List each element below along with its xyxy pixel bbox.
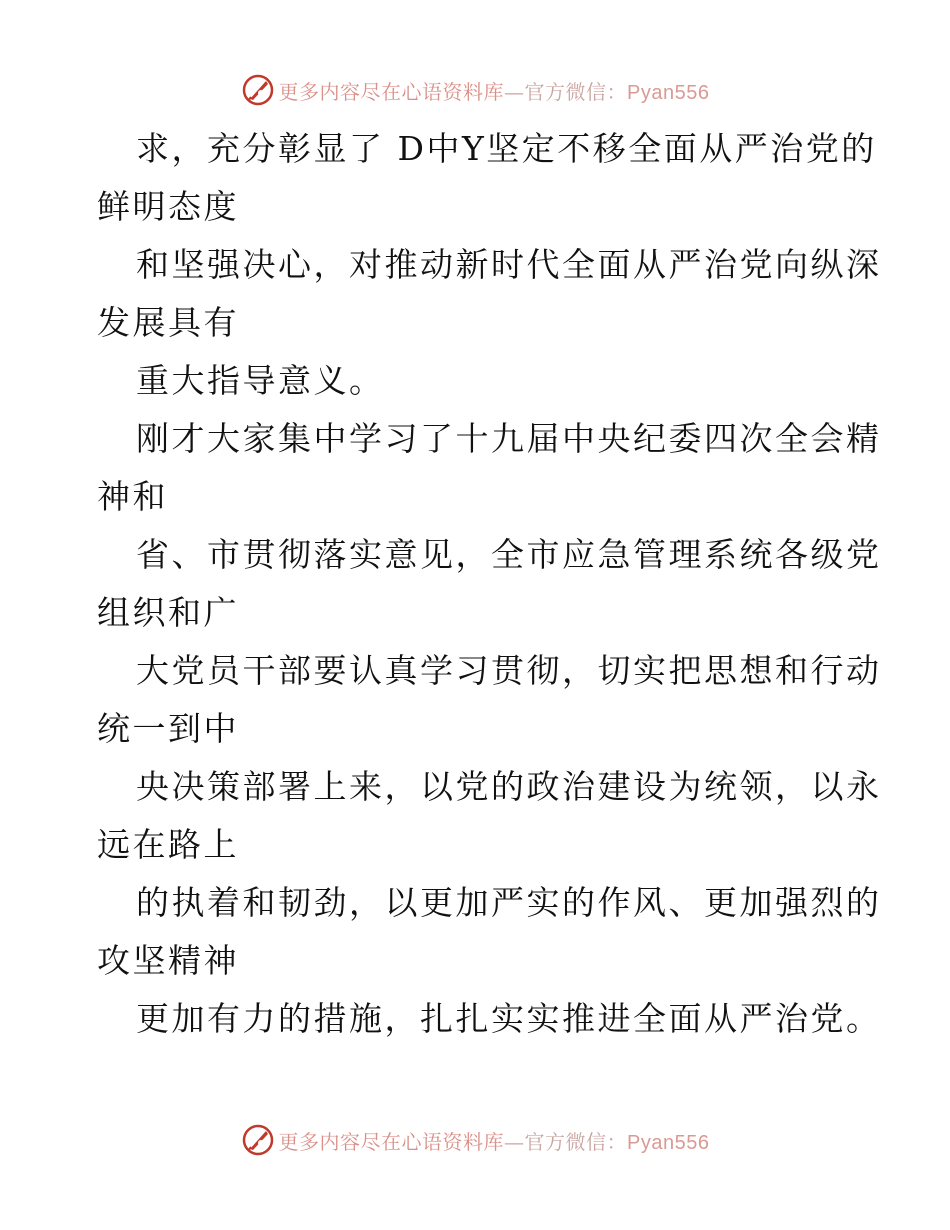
footer-watermark-text: [279, 1126, 710, 1155]
footer-wechat-id: Pyan556: [627, 1131, 710, 1154]
text-line: 和坚强决心，对推动新时代全面从严治党向纵深: [136, 245, 882, 284]
text-line: 重大指导意义。: [136, 361, 385, 400]
text-line: 央决策部署上来，以党的政治建设为统领，以永: [136, 767, 882, 806]
text-line: 攻坚精神: [97, 941, 239, 980]
text-line: 刚才大家集中学习了十九届中央纪委四次全会精: [136, 419, 882, 458]
text-line: 求，充分彰显了 D中Y坚定不移全面从严治党的: [136, 129, 877, 168]
text-line: 的执着和韧劲，以更加严实的作风、更加强烈的: [136, 883, 882, 922]
header-watermark: [0, 70, 950, 110]
header-wechat-label: 官方微信：: [524, 79, 628, 104]
text-line: 鲜明态度: [97, 187, 239, 226]
text-line: 更加有力的措施，扎扎实实推进全面从严治党。: [136, 999, 882, 1038]
quill-pen-logo-icon: [241, 73, 275, 107]
text-line: 神和: [97, 477, 168, 516]
footer-wechat-label: 官方微信：: [524, 1129, 628, 1154]
document-body: [97, 120, 882, 1048]
quill-pen-logo-icon: [241, 1123, 275, 1157]
text-line: 省、市贯彻落实意见，全市应急管理系统各级党: [136, 535, 882, 574]
header-dash: —: [504, 79, 525, 104]
text-line: 统一到中: [97, 709, 239, 748]
footer-dash: —: [504, 1129, 525, 1154]
header-wechat-id: Pyan556: [627, 81, 710, 104]
footer-brand: 更多内容尽在心语资料库: [278, 1129, 505, 1154]
header-brand: 更多内容尽在心语资料库: [278, 79, 505, 104]
text-line: 远在路上: [97, 825, 239, 864]
text-line: 发展具有: [97, 303, 239, 342]
footer-watermark: [0, 1120, 950, 1160]
text-line: 大党员干部要认真学习贯彻，切实把思想和行动: [136, 651, 882, 690]
header-watermark-text: [279, 76, 710, 105]
text-line: 组织和广: [97, 593, 239, 632]
